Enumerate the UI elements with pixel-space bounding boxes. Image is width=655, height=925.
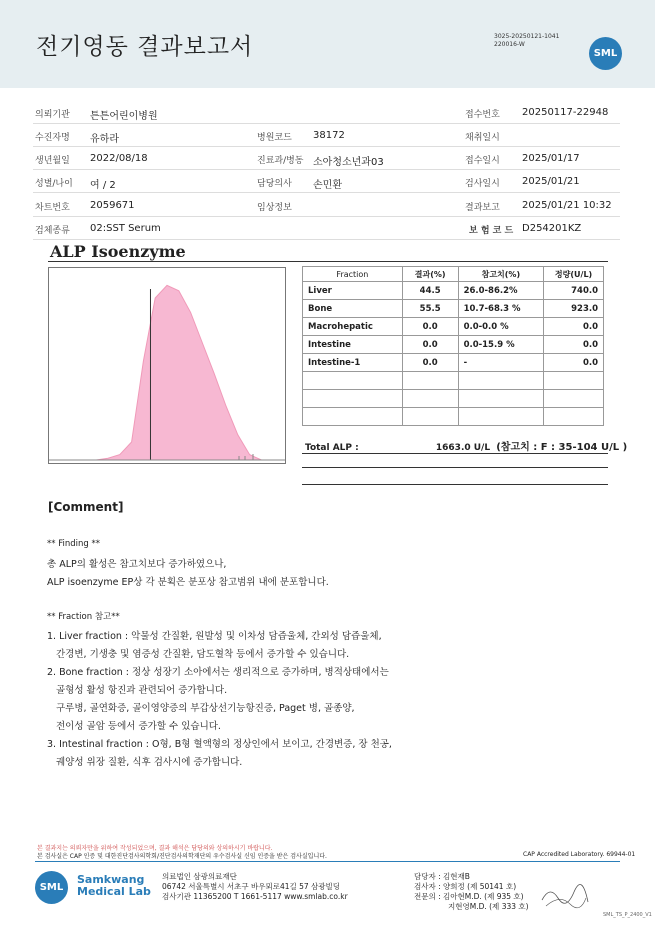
brand-line1: Samkwang [77,873,145,886]
header-fraction: Fraction [303,267,403,282]
receipt-date-label: 접수일시 [465,156,500,166]
info-row-3 [33,148,620,170]
table-row [303,282,604,300]
birth-value: 2022/08/18 [90,153,148,164]
alp-title-rule [48,261,608,262]
hospital-code-value: 38172 [313,130,345,141]
report-title: 전기영동 결과보고서 [36,34,254,60]
row-ref: 26.0-86.2% [458,282,544,300]
row-ref: 0.0-0.0 % [458,318,544,336]
staff-line1: 담당자 : 김현재B [414,872,470,881]
header-quant: 정량(U/L) [544,267,604,282]
footer-cert-note: 본 검사실은 CAP 인증 및 대한진단검사의학회/진단검사의학재단의 우수검사실 신임 인증을 받은 검사실입니다. [37,853,327,860]
org-label: 의뢰기관 [35,110,70,120]
comment-line: 골형성 활성 항진과 관련되어 증가합니다. [56,685,228,696]
test-date-label: 검사일시 [465,179,500,189]
table-row [303,318,604,336]
staff-list [414,872,529,912]
info-row-5 [33,195,620,217]
row-result: 0.0 [402,318,458,336]
table-row-empty [303,372,604,390]
row-ref: 0.0-15.9 % [458,336,544,354]
alp-title: ALP Isoenzyme [50,242,186,261]
info-row-2 [33,125,620,147]
header-ref: 참고치(%) [458,267,544,282]
chart-no-value: 2059671 [90,200,135,211]
addr-line2: 06742 서울특별시 서초구 바우뫼로41길 57 삼광빌딩 [162,882,341,891]
signature-icon [540,880,590,910]
samkwang-logo-icon: SML [35,871,68,904]
doctor-label: 담당의사 [257,179,292,189]
fraction-table-header [303,267,604,282]
receipt-no-value: 20250117-22948 [522,107,609,118]
table-row [303,336,604,354]
row-result: 0.0 [402,354,458,372]
report-code-line1: 3025-20250121-1041 [494,33,560,40]
total-alp [305,438,627,453]
staff-line4: 지현영M.D. (제 333 호) [448,902,529,911]
row-ref: - [458,354,544,372]
row-name: Intestine [303,336,403,354]
dept-label: 진료과/병동 [257,156,304,166]
org-value: 튼튼어린이병원 [90,111,158,122]
info-row-6 [33,218,620,240]
chart-svg [49,268,285,463]
collect-date-label: 채취일시 [465,133,500,143]
sex-age-label: 성별/나이 [35,179,73,189]
footer-cap: CAP Accredited Laboratory. 69944-01 [523,851,636,858]
table-row-empty [303,408,604,426]
row-quant: 740.0 [544,282,604,300]
info-row-4 [33,171,620,193]
comment-line: 간경변, 기생충 및 염증성 간질환, 담도혈착 등에서 증가할 수 있습니다. [56,649,350,660]
row-quant: 0.0 [544,336,604,354]
row-name: Liver [303,282,403,300]
report-code-line2: 220016-W [494,41,525,48]
sex-age-value: 여 / 2 [90,180,116,191]
total-ref: (참고치 : F : 35-104 U/L ) [496,442,628,453]
insurance-value: D254201KZ [522,223,582,234]
row-name: Bone [303,300,403,318]
total-value: 1663.0 U/L [435,443,491,453]
hospital-code-label: 병원코드 [257,133,292,143]
receipt-no-label: 접수번호 [465,110,500,120]
total-rule-3 [302,484,608,485]
info-row-1 [33,102,620,124]
comment-line: 구루병, 골연화증, 골이영양증의 부갑상선기능항진증, Paget 병, 골종양, [56,703,355,714]
chart-no-label: 차트번호 [35,203,70,213]
row-quant: 923.0 [544,300,604,318]
patient-value: 유하라 [90,134,119,145]
footer-red-note: 본 결과지는 의뢰자만을 위하여 작성되었으며, 결과 해석은 담당의와 상의하시기 바랍니다. [37,845,273,852]
receipt-date-value: 2025/01/17 [522,153,580,164]
table-row-empty [303,390,604,408]
row-result: 55.5 [402,300,458,318]
comment-title: [Comment] [48,500,124,514]
row-quant: 0.0 [544,354,604,372]
dept-value: 소아청소년과03 [313,157,384,168]
comment-line: 1. Liver fraction : 악물성 간질환, 원발성 및 이차성 담즙울체, 간외성 담즙울체, [47,631,382,642]
lab-address [162,872,348,902]
report-date-label: 결과보고 [465,203,500,213]
total-rule-1 [302,453,608,454]
row-result: 44.5 [402,282,458,300]
chart-series-area [49,285,285,460]
total-label: Total ALP : [305,443,359,453]
row-name: Macrohepatic [303,318,403,336]
brand-name [77,874,151,898]
patient-label: 수진자명 [35,133,70,143]
specimen-value: 02:SST Serum [90,223,161,234]
insurance-label: 보 험 코 드 [469,226,514,236]
comment-line: ALP isoenzyme EP상 각 분획은 분포상 참고범위 내에 분포합니다. [47,577,329,588]
row-name: Intestine-1 [303,354,403,372]
staff-line2: 검사자 : 양희정 (제 50141 호) [414,882,517,891]
doctor-value: 손민환 [313,180,342,191]
specimen-label: 검체종류 [35,226,70,236]
comment-line: 전이성 골암 등에서 증가할 수 있습니다. [56,721,221,732]
comment-line: 3. Intestinal fraction : O형, B형 혈액형의 정상인에서 보이고, 간경변증, 장 천공, [47,739,392,750]
brand-line2: Medical Lab [77,885,151,898]
row-ref: 10.7-68.3 % [458,300,544,318]
clinical-label: 임상정보 [257,203,292,213]
addr-line1: 의료법인 삼광의료재단 [162,872,237,881]
test-date-value: 2025/01/21 [522,176,580,187]
comment-line: ** Finding ** [47,539,100,549]
fraction-table [302,266,604,426]
row-result: 0.0 [402,336,458,354]
table-row [303,354,604,372]
sml-logo-icon: SML [589,37,622,70]
comment-line: 총 ALP의 활성은 참고치보다 증가하였으나, [47,559,227,570]
total-rule-2 [302,467,608,468]
comment-line: 궤양성 위장 질환, 식후 검사시에 증가합니다. [56,757,243,768]
electropherogram-chart [48,267,286,464]
form-code: SML_TS_P_2400_V1 [603,912,652,918]
comment-line: 2. Bone fraction : 정상 성장기 소아에서는 생리적으로 증가하며, 병적상태에서는 [47,667,389,678]
addr-line3: 검사기관 11365200 T 1661-5117 www.smlab.co.kr [162,892,348,901]
report-date-value: 2025/01/21 10:32 [522,200,612,211]
table-row [303,300,604,318]
birth-label: 생년월일 [35,156,70,166]
comment-line: ** Fraction 참고** [47,612,120,622]
report-header [0,0,655,88]
footer-rule [35,861,620,862]
report-code [494,33,559,49]
row-quant: 0.0 [544,318,604,336]
staff-line3: 전문의 : 김아현M.D. (제 935 호) [414,892,524,901]
header-result: 결과(%) [402,267,458,282]
